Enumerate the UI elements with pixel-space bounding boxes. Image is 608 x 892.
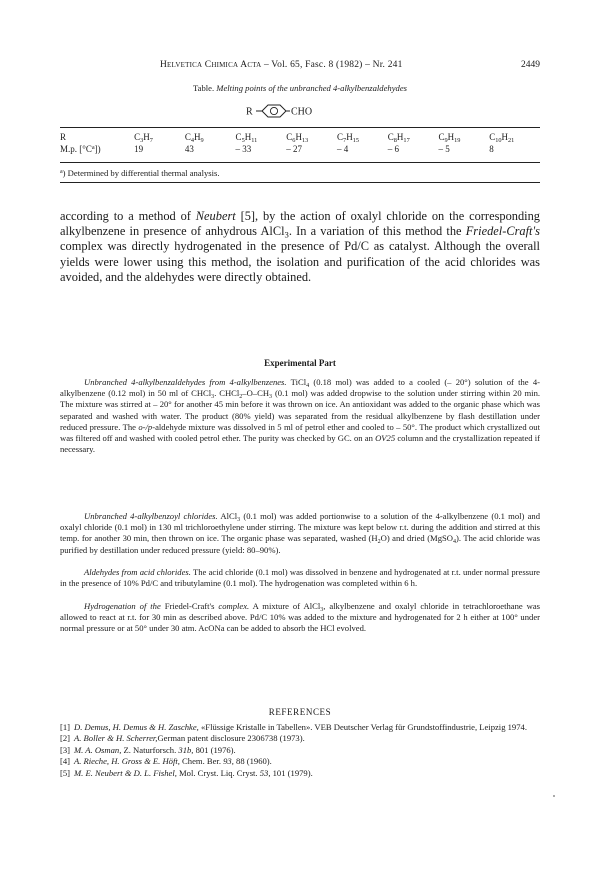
alkyl-cell: $C_9H_{19}$	[438, 132, 461, 144]
alkyl-cell: $C_6H_{13}$	[286, 132, 309, 144]
mp-cell: – 4	[337, 143, 349, 154]
table-mid-rule	[60, 162, 540, 163]
experimental-paragraph-3: Aldehydes from acid chlorides. The acid chloride (0.1 mol) was dissolved in benzene and hydrogenated at r.t. under normal pressure in the presence of 10% Pd/C and tributylamine (0.1 mol). The hydrogenation was completed within 6 h.	[60, 567, 541, 589]
row-label-mp: M.p. $[^\circ C^a]$)	[60, 143, 101, 154]
experimental-paragraph-2: Unbranched 4-alkylbenzoyl chlorides. AlCl$_3$ (0.1 mol) was added portionwise to a solution of the 4-alkylbenzene (0.1 mol) and oxalyl chloride (0.1 mol) in 130 ml trichloroethylene under stirring. The mixture was kept below r.t. during the addition and stirred at this temp. for another 30 min, then thrown on ice. The organic phase was separated, washed $(H_2O)$ and dried (MgSO$_4$). The acid chloride was purified by destillation under reduced pressure (yield: 80–90%).	[60, 511, 541, 555]
reference-list	[60, 722, 540, 779]
table-bottom-rule	[60, 182, 540, 183]
page-number: 2449	[521, 60, 540, 70]
reference-item: [4] A. Rieche, H. Gross & E. Höft, Chem. Ber. 93, 88 (1960).	[60, 756, 272, 767]
reference-item: [3] M. A. Osman, Z. Naturforsch. 31b, 801 (1976).	[60, 744, 236, 755]
reference-item: [5] M. E. Neubert & D. L. Fishel, Mol. Cryst. Liq. Cryst. 53, 101 (1979).	[60, 767, 313, 778]
melting-point-table	[60, 132, 540, 155]
alkyl-cell: $C_5H_{11}$	[235, 132, 258, 144]
alkyl-cell: $C_4H_9$	[184, 132, 204, 144]
mp-cell: 8	[489, 143, 494, 154]
scan-speck	[553, 795, 555, 797]
alkyl-cell: $C_8H_{17}$	[387, 132, 410, 144]
reference-item: [1] D. Demus, H. Demus & H. Zaschke, «Flüssige Kristalle in Tabellen». VEB Deutscher Verlag für Grundstoffindustrie, Leipzig 1974.	[60, 722, 527, 732]
benzene-ring-icon	[240, 100, 370, 122]
section-title-experimental: Experimental Part	[264, 358, 336, 368]
mp-cell: – 5	[438, 143, 450, 154]
journal-citation: Helvetica Chimica Acta – Vol. 65, Fasc. 8 (1982) – Nr. 241	[160, 60, 403, 70]
mp-cell: – 33	[235, 143, 252, 154]
alkyl-cell: $C_{10}H_{21}$	[489, 132, 515, 144]
table-top-rule	[60, 127, 540, 128]
reference-item: [2] A. Boller & H. Scherrer,German patent disclosure 2306738 (1973).	[60, 733, 305, 744]
experimental-paragraph-1: Unbranched 4-alkylbenzaldehydes from 4-alkylbenzenes. TiCl$_4$ (0.18 mol) was added to a cooled (– 20°) solution of the 4-alkylbenzene (0.12 mol) in 50 ml of CHCl$_3$. $CHCl_2-O-CH_3$ (0.1 mol) was added dropwise to the solution under stirring within 20 min. The mixture was stirred at – 20° for another 45 min before it was thrown on ice. An antioxidant was added to the organic phase which was separated and washed with water. The product (80% yield) was separated from the residual alkylbenzene by flash destillation under reduced pressure. The o-/p-aldehyde mixture was dissolved in 5 ml of petrol ether and cooled to – 50°. The product which crystallized out was filtered off and washed with cooled petrol ether. The purity was checked by GC. on an OV25 column and the crystallization repeated if necessary.	[60, 377, 541, 455]
table-row-alkyl	[60, 132, 540, 144]
structural-formula	[240, 100, 370, 122]
table-row-mp	[60, 144, 540, 156]
mp-cell: – 27	[286, 143, 303, 154]
table-footnote: $^a$) Determined by differential thermal analysis.	[60, 168, 220, 178]
formula-cho-label: CHO	[291, 106, 313, 118]
mp-cell: – 6	[387, 143, 399, 154]
row-label-r: R	[60, 132, 67, 142]
table-caption: Table. Melting points of the unbranched 4-alkylbenzaldehydes	[193, 83, 407, 93]
formula-r-label: R	[246, 106, 253, 118]
body-paragraph: according to a method of Neubert [5], by the action of oxalyl chloride on the corresponding alkylbenzene in presence of anhydrous AlCl$_3$. In a variation of this method the Friedel-Craft's complex was directly hydrogenated in the presence of Pd/C as catalyst. Although the overall yields were lower using this method, the isolation and purification of the acid chlorides was avoided, and the aldehydes were directly obtained.	[60, 209, 540, 284]
mp-cell: 43	[184, 143, 194, 154]
section-title-references: REFERENCES	[268, 707, 332, 717]
alkyl-cell: $C_3H_7$	[134, 132, 153, 144]
mp-cell: 19	[134, 143, 144, 154]
experimental-paragraph-4: Hydrogenation of the Friedel-Craft's complex. A mixture of AlCl$_3$, alkylbenzene and oxalyl chloride in tetrachloroethane was allowed to react at r.t. for 30 min as described above. Pd/C 10% was added to the mixture and hydrogenated for 2 h either at 100° under normal pressure or at 50° under 30 atm. AcONa can be added to absorb the HCl evolved.	[60, 601, 540, 634]
alkyl-cell: $C_7H_{15}$	[337, 132, 359, 144]
